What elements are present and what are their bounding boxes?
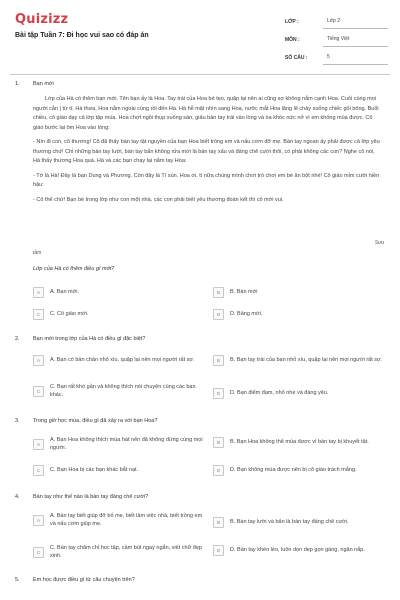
option-text: D. Bạn không múa được nên bị cô giáo trách mắng. <box>230 466 357 473</box>
worksheet-title: Bài tập Tuần 7: Đi học vui sao có đáp án <box>15 32 149 39</box>
option-d[interactable] <box>213 465 383 476</box>
option-letter: C <box>33 386 44 397</box>
option-text: D. Bàn tay khéo léo, luôn dọn dẹp gọn gàng, ngăn nắp. <box>230 546 365 553</box>
option-text: B. Bàn tay lười và bẩn là bàn tay đáng chê cười. <box>230 518 349 525</box>
option-letter: D <box>213 309 224 320</box>
option-text: B. Bàn mới <box>230 288 258 295</box>
question-prompt: Bàn tay như thế nào là bàn tay đáng chê cười? <box>33 494 149 500</box>
option-c[interactable] <box>33 465 203 476</box>
option-text: B. Bạn Hoa không thể múa được vì bàn tay bị khuyết tật. <box>230 438 369 445</box>
option-a[interactable] <box>33 513 203 528</box>
passage-paragraph: Lớp của Hà có thêm bạn mới. Tên bạn ấy là Hoa. Tay trái của Hoa bé tẹo, quặp lại nên ai cũng sợ không nắm cạnh Hoa. Cuối cùng mọi người cắn | từ tí, Hà thưa, Hoa nằm ngoài cùng rồi đến Hà. Hà hễ mặt nhìn sang Hoa, nước mắt Hoa lăng lẽ chảy xuống chiếc gối bông. Buổi chiều, cô giáo dạy cả lớp tập múa. Hoa chợt ngồi thụp xuống sàn, giấu bàn tay trái vào lòng và òa khóc nức nở vì em không múa được. Cô giáo bước lại ôm Hoa vào lòng: <box>33 96 379 131</box>
option-letter: B <box>213 287 224 298</box>
option-text: C. Bàn tay chăm chỉ học tập, cầm bút ngay ngắn, viết chữ đẹp xinh. <box>50 545 202 559</box>
question-number: 5. <box>15 577 20 583</box>
passage-paragraph: - Nín đi con, cô thương! Cô đã thấy bàn tay tật nguyền của bạn Hoa biết trồng em và nấu cơm đỡ mẹ. Bàn tay ngoan ấy phải được cả lớp yêu thương chứ! Chỉ những bàn tay lười, bàn tay bẩn không rửa mới là bàn tay xấu và đáng chê cười thôi, có phải không các con? Nghe cô nói, Hà thấy thương Hoa quá. Hà và các bạn chạy lại nắm tay Hoa: <box>33 139 380 164</box>
option-letter: C <box>33 309 44 320</box>
passage-source: Sưu <box>374 240 384 246</box>
meta-value: Tiếng Việt <box>323 36 388 47</box>
option-text: A. Bạn có bàn chân nhỏ xíu, quặp lại nên mọi người rất sợ. <box>50 356 195 363</box>
option-letter: B <box>213 437 224 448</box>
passage-body <box>33 95 381 210</box>
meta-row-count <box>285 47 388 65</box>
meta-label: SỐ CÂU : <box>285 55 308 61</box>
option-b[interactable] <box>213 437 383 448</box>
option-text: D. Bạn điểm đạm, nhỏ nhẹ và đáng yêu. <box>230 389 329 396</box>
option-c[interactable] <box>33 384 203 399</box>
option-letter: A <box>33 515 44 526</box>
option-text: A. Bạn Hoa không thích múa hát nên đã không đứng cùng mọi người. <box>50 437 203 451</box>
question-prompt: Bạn mới trong lớp của Hà có điều gì đặc biệt? <box>33 336 146 342</box>
meta-panel <box>285 11 388 65</box>
option-d[interactable] <box>213 309 383 320</box>
option-letter: D <box>213 465 224 476</box>
option-text: B. Bạn tay trái của bạn nhỏ xíu, quặp lại nên mọi người rất sợ. <box>230 356 383 363</box>
option-a[interactable] <box>33 437 203 452</box>
option-letter: A <box>33 287 44 298</box>
option-text: C. Cô giáo mới. <box>50 310 89 317</box>
option-text: A. Bàn tay biết giúp đỡ bố mẹ, biết làm việc nhà, biết trồng em và nấu cơm giúp mẹ. <box>50 513 203 527</box>
passage-heading: Bạn mới <box>33 81 54 87</box>
option-b[interactable] <box>213 517 383 528</box>
meta-value: Lớp 2 <box>323 18 388 29</box>
option-d[interactable] <box>213 545 383 556</box>
option-b[interactable] <box>213 287 383 298</box>
option-text: C. Bạn Hoa bị các bạn khác bắt nạt. <box>50 466 139 473</box>
meta-row-subject <box>285 29 388 47</box>
question-number: 1. <box>15 81 20 87</box>
option-text: D. Bảng mới. <box>230 310 263 317</box>
passage-paragraph: - Cô thế chứ! Bạn bè trong lớp như con một nhà, các con phải biết yêu thương đoàn kết thì cô mới vui. <box>33 196 284 203</box>
option-letter: A <box>33 439 44 450</box>
option-text: C. Bạn rất khó gần và không thích nói chuyện cùng các bạn khác. <box>50 384 196 398</box>
option-text: A. Bạn mới. <box>50 288 79 295</box>
option-c[interactable] <box>33 309 203 320</box>
meta-label: MÔN : <box>285 37 300 43</box>
option-letter: A <box>33 355 44 366</box>
option-letter: B <box>213 517 224 528</box>
option-letter: C <box>33 465 44 476</box>
question-number: 4. <box>15 494 20 500</box>
option-letter: D <box>213 388 224 399</box>
question-prompt: Trong giờ học múa, điều gì đã xảy ra với bạn Hoa? <box>33 418 158 424</box>
passage-source-cont: tầm <box>33 250 42 256</box>
header-divider <box>10 74 390 75</box>
question-number: 2. <box>15 336 20 342</box>
option-b[interactable] <box>213 355 383 366</box>
meta-value: 5 <box>323 54 388 65</box>
passage-paragraph: - Tớ là Hà! Đây là bạn Dung và Phương. Còn đây là Tí sún. Hoa ơi, tí nữa chúng mình chơi trò chơi em bé ăn bột nhé! Cô giáo mỉm cười hiền hậu: <box>33 172 380 188</box>
option-letter: D <box>213 545 224 556</box>
option-a[interactable] <box>33 355 203 366</box>
option-letter: B <box>213 355 224 366</box>
quizizz-logo: Quizizz <box>15 12 69 27</box>
option-d[interactable] <box>213 388 383 399</box>
option-a[interactable] <box>33 287 203 298</box>
meta-row-class <box>285 11 388 29</box>
option-c[interactable] <box>33 545 203 560</box>
option-letter: C <box>33 547 44 558</box>
question-prompt: Em học được điều gì từ câu chuyện trên? <box>33 577 135 583</box>
meta-label: LỚP : <box>285 19 299 25</box>
question-number: 3. <box>15 418 20 424</box>
question-prompt: Lớp của Hà có thêm điều gì mới? <box>33 266 115 272</box>
